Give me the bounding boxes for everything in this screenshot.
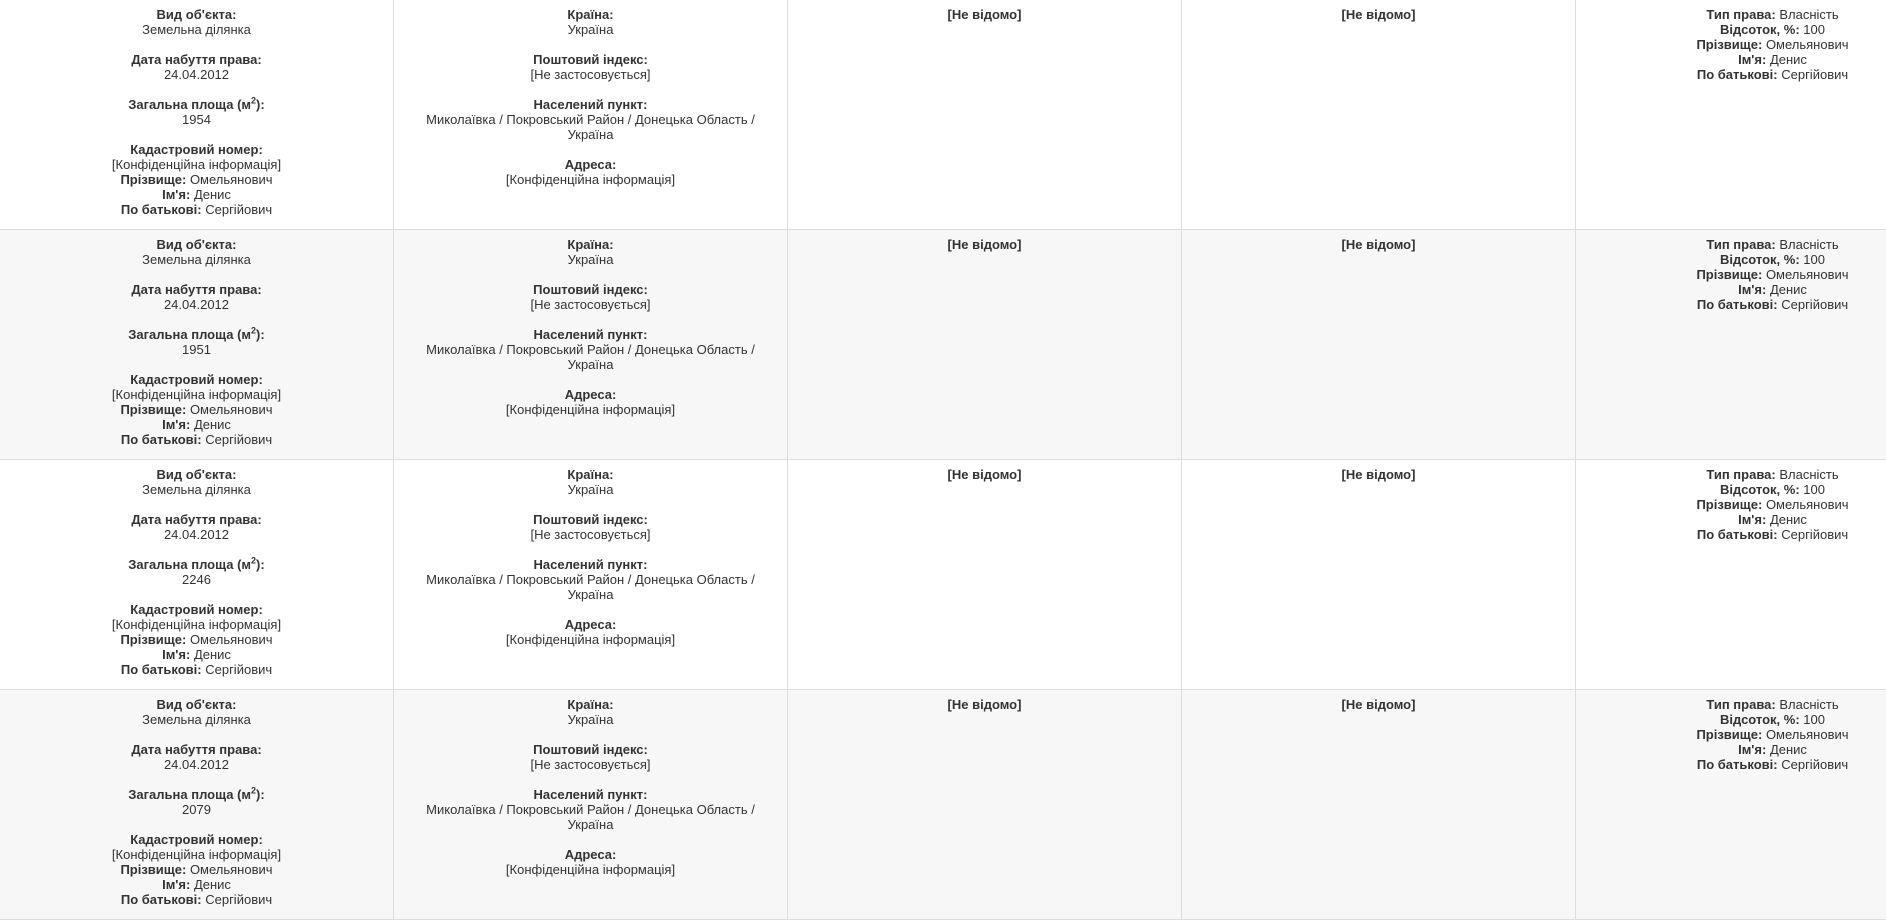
acquisition-date-label: Дата набуття права: [131, 742, 262, 757]
country-label: Країна: [567, 467, 614, 482]
object-type-label: Вид об'єкта: [156, 467, 237, 482]
cadastral-number-label: Кадастровий номер: [130, 602, 263, 617]
owner-name-line: Ім'я: Денис [1738, 282, 1807, 297]
acquisition-date-label: Дата набуття права: [131, 52, 262, 67]
surname-line: Прізвище: Омельянович [120, 402, 273, 417]
postal-code-label: Поштовий індекс: [533, 282, 648, 297]
unknown-cell [788, 230, 1182, 460]
share-line: Відсоток, %: 100 [1719, 712, 1825, 727]
postal-code-value: [Не застосовується] [530, 527, 651, 542]
address-value: [Конфіденційна інформація] [505, 862, 676, 877]
postal-code-value: [Не застосовується] [530, 757, 651, 772]
right-type-line: Тип права: Власність [1706, 237, 1839, 252]
owner-patronymic-line: По батькові: Сергійович [1696, 757, 1849, 772]
object-type-label: Вид об'єкта: [156, 697, 237, 712]
share-line: Відсоток, %: 100 [1719, 482, 1825, 497]
location-cell [394, 690, 788, 920]
owner-patronymic-line: По батькові: Сергійович [1696, 297, 1849, 312]
unknown-cell [788, 690, 1182, 920]
cadastral-number-value: [Конфіденційна інформація] [111, 617, 282, 632]
object-type-label: Вид об'єкта: [156, 7, 237, 22]
unknown-value: [Не відомо] [947, 697, 1022, 712]
object-type-value: Земельна ділянка [142, 712, 251, 727]
owner-surname-line: Прізвище: Омельянович [1696, 267, 1849, 282]
unknown-cell [788, 460, 1182, 690]
surname-line: Прізвище: Омельянович [120, 172, 273, 187]
patronymic-line: По батькові: Сергійович [120, 892, 273, 907]
cadastral-number-value: [Конфіденційна інформація] [111, 387, 282, 402]
location-cell [394, 0, 788, 230]
owner-patronymic-line: По батькові: Сергійович [1696, 527, 1849, 542]
address-label: Адреса: [564, 617, 617, 632]
country-value: Україна [567, 252, 614, 267]
locality-value: Миколаївка / Покровський Район / Донецька Область / Україна [426, 342, 755, 372]
owner-surname-line: Прізвище: Омельянович [1696, 727, 1849, 742]
object-type-label: Вид об'єкта: [156, 237, 237, 252]
unknown-cell [1182, 690, 1576, 920]
location-cell [394, 460, 788, 690]
patronymic-line: По батькові: Сергійович [120, 662, 273, 677]
total-area-value: 1954 [182, 112, 211, 127]
patronymic-line: По батькові: Сергійович [120, 202, 273, 217]
locality-label: Населений пункт: [533, 557, 648, 572]
right-type-line: Тип права: Власність [1706, 7, 1839, 22]
country-value: Україна [567, 22, 614, 37]
total-area-label: Загальна площа $(м^2)$: [128, 95, 265, 112]
cadastral-number-value: [Конфіденційна інформація] [111, 847, 282, 862]
object-cell [0, 230, 394, 460]
object-cell [0, 690, 394, 920]
country-value: Україна [567, 482, 614, 497]
postal-code-label: Поштовий індекс: [533, 52, 648, 67]
acquisition-date-value: 24.04.2012 [163, 527, 230, 542]
unknown-value: [Не відомо] [1341, 237, 1416, 252]
ownership-cell [1576, 460, 1886, 690]
locality-label: Населений пункт: [533, 787, 648, 802]
share-line: Відсоток, %: 100 [1719, 22, 1825, 37]
total-area-label: Загальна площа $(м^2)$: [128, 555, 265, 572]
locality-label: Населений пункт: [533, 327, 648, 342]
postal-code-label: Поштовий індекс: [533, 512, 648, 527]
name-line: Ім'я: Денис [162, 877, 231, 892]
postal-code-label: Поштовий індекс: [533, 742, 648, 757]
unknown-value: [Не відомо] [947, 7, 1022, 22]
unknown-cell [788, 0, 1182, 230]
object-cell [0, 460, 394, 690]
surname-line: Прізвище: Омельянович [120, 862, 273, 877]
object-type-value: Земельна ділянка [142, 22, 251, 37]
address-label: Адреса: [564, 157, 617, 172]
country-label: Країна: [567, 237, 614, 252]
total-area-value: 2246 [182, 572, 211, 587]
object-type-value: Земельна ділянка [142, 482, 251, 497]
name-line: Ім'я: Денис [162, 417, 231, 432]
ownership-cell [1576, 690, 1886, 920]
unknown-cell [1182, 230, 1576, 460]
name-line: Ім'я: Денис [162, 647, 231, 662]
unknown-cell [1182, 0, 1576, 230]
acquisition-date-value: 24.04.2012 [163, 297, 230, 312]
unknown-cell [1182, 460, 1576, 690]
acquisition-date-value: 24.04.2012 [163, 757, 230, 772]
ownership-cell [1576, 230, 1886, 460]
locality-value: Миколаївка / Покровський Район / Донецька Область / Україна [426, 112, 755, 142]
total-area-label: Загальна площа $(м^2)$: [128, 785, 265, 802]
locality-label: Населений пункт: [533, 97, 648, 112]
owner-surname-line: Прізвище: Омельянович [1696, 37, 1849, 52]
owner-name-line: Ім'я: Денис [1738, 742, 1807, 757]
unknown-value: [Не відомо] [1341, 7, 1416, 22]
address-value: [Конфіденційна інформація] [505, 402, 676, 417]
table-row [0, 0, 1886, 230]
cadastral-number-label: Кадастровий номер: [130, 372, 263, 387]
surname-line: Прізвище: Омельянович [120, 632, 273, 647]
country-label: Країна: [567, 697, 614, 712]
right-type-line: Тип права: Власність [1706, 467, 1839, 482]
name-line: Ім'я: Денис [162, 187, 231, 202]
cadastral-number-label: Кадастровий номер: [130, 832, 263, 847]
owner-surname-line: Прізвище: Омельянович [1696, 497, 1849, 512]
acquisition-date-label: Дата набуття права: [131, 282, 262, 297]
location-cell [394, 230, 788, 460]
cadastral-number-value: [Конфіденційна інформація] [111, 157, 282, 172]
country-value: Україна [567, 712, 614, 727]
total-area-value: 2079 [182, 802, 211, 817]
right-type-line: Тип права: Власність [1706, 697, 1839, 712]
cadastral-number-label: Кадастровий номер: [130, 142, 263, 157]
total-area-value: 1951 [182, 342, 211, 357]
owner-patronymic-line: По батькові: Сергійович [1696, 67, 1849, 82]
locality-value: Миколаївка / Покровський Район / Донецька Область / Україна [426, 572, 755, 602]
address-value: [Конфіденційна інформація] [505, 172, 676, 187]
postal-code-value: [Не застосовується] [530, 67, 651, 82]
object-cell [0, 0, 394, 230]
address-value: [Конфіденційна інформація] [505, 632, 676, 647]
total-area-label: Загальна площа $(м^2)$: [128, 325, 265, 342]
table-row [0, 460, 1886, 690]
ownership-cell [1576, 0, 1886, 230]
table-row [0, 230, 1886, 460]
patronymic-line: По батькові: Сергійович [120, 432, 273, 447]
acquisition-date-value: 24.04.2012 [163, 67, 230, 82]
country-label: Країна: [567, 7, 614, 22]
locality-value: Миколаївка / Покровський Район / Донецька Область / Україна [426, 802, 755, 832]
owner-name-line: Ім'я: Денис [1738, 52, 1807, 67]
unknown-value: [Не відомо] [947, 467, 1022, 482]
address-label: Адреса: [564, 847, 617, 862]
unknown-value: [Не відомо] [1341, 467, 1416, 482]
postal-code-value: [Не застосовується] [530, 297, 651, 312]
acquisition-date-label: Дата набуття права: [131, 512, 262, 527]
object-type-value: Земельна ділянка [142, 252, 251, 267]
share-line: Відсоток, %: 100 [1719, 252, 1825, 267]
unknown-value: [Не відомо] [1341, 697, 1416, 712]
owner-name-line: Ім'я: Денис [1738, 512, 1807, 527]
table-row [0, 690, 1886, 920]
address-label: Адреса: [564, 387, 617, 402]
unknown-value: [Не відомо] [947, 237, 1022, 252]
